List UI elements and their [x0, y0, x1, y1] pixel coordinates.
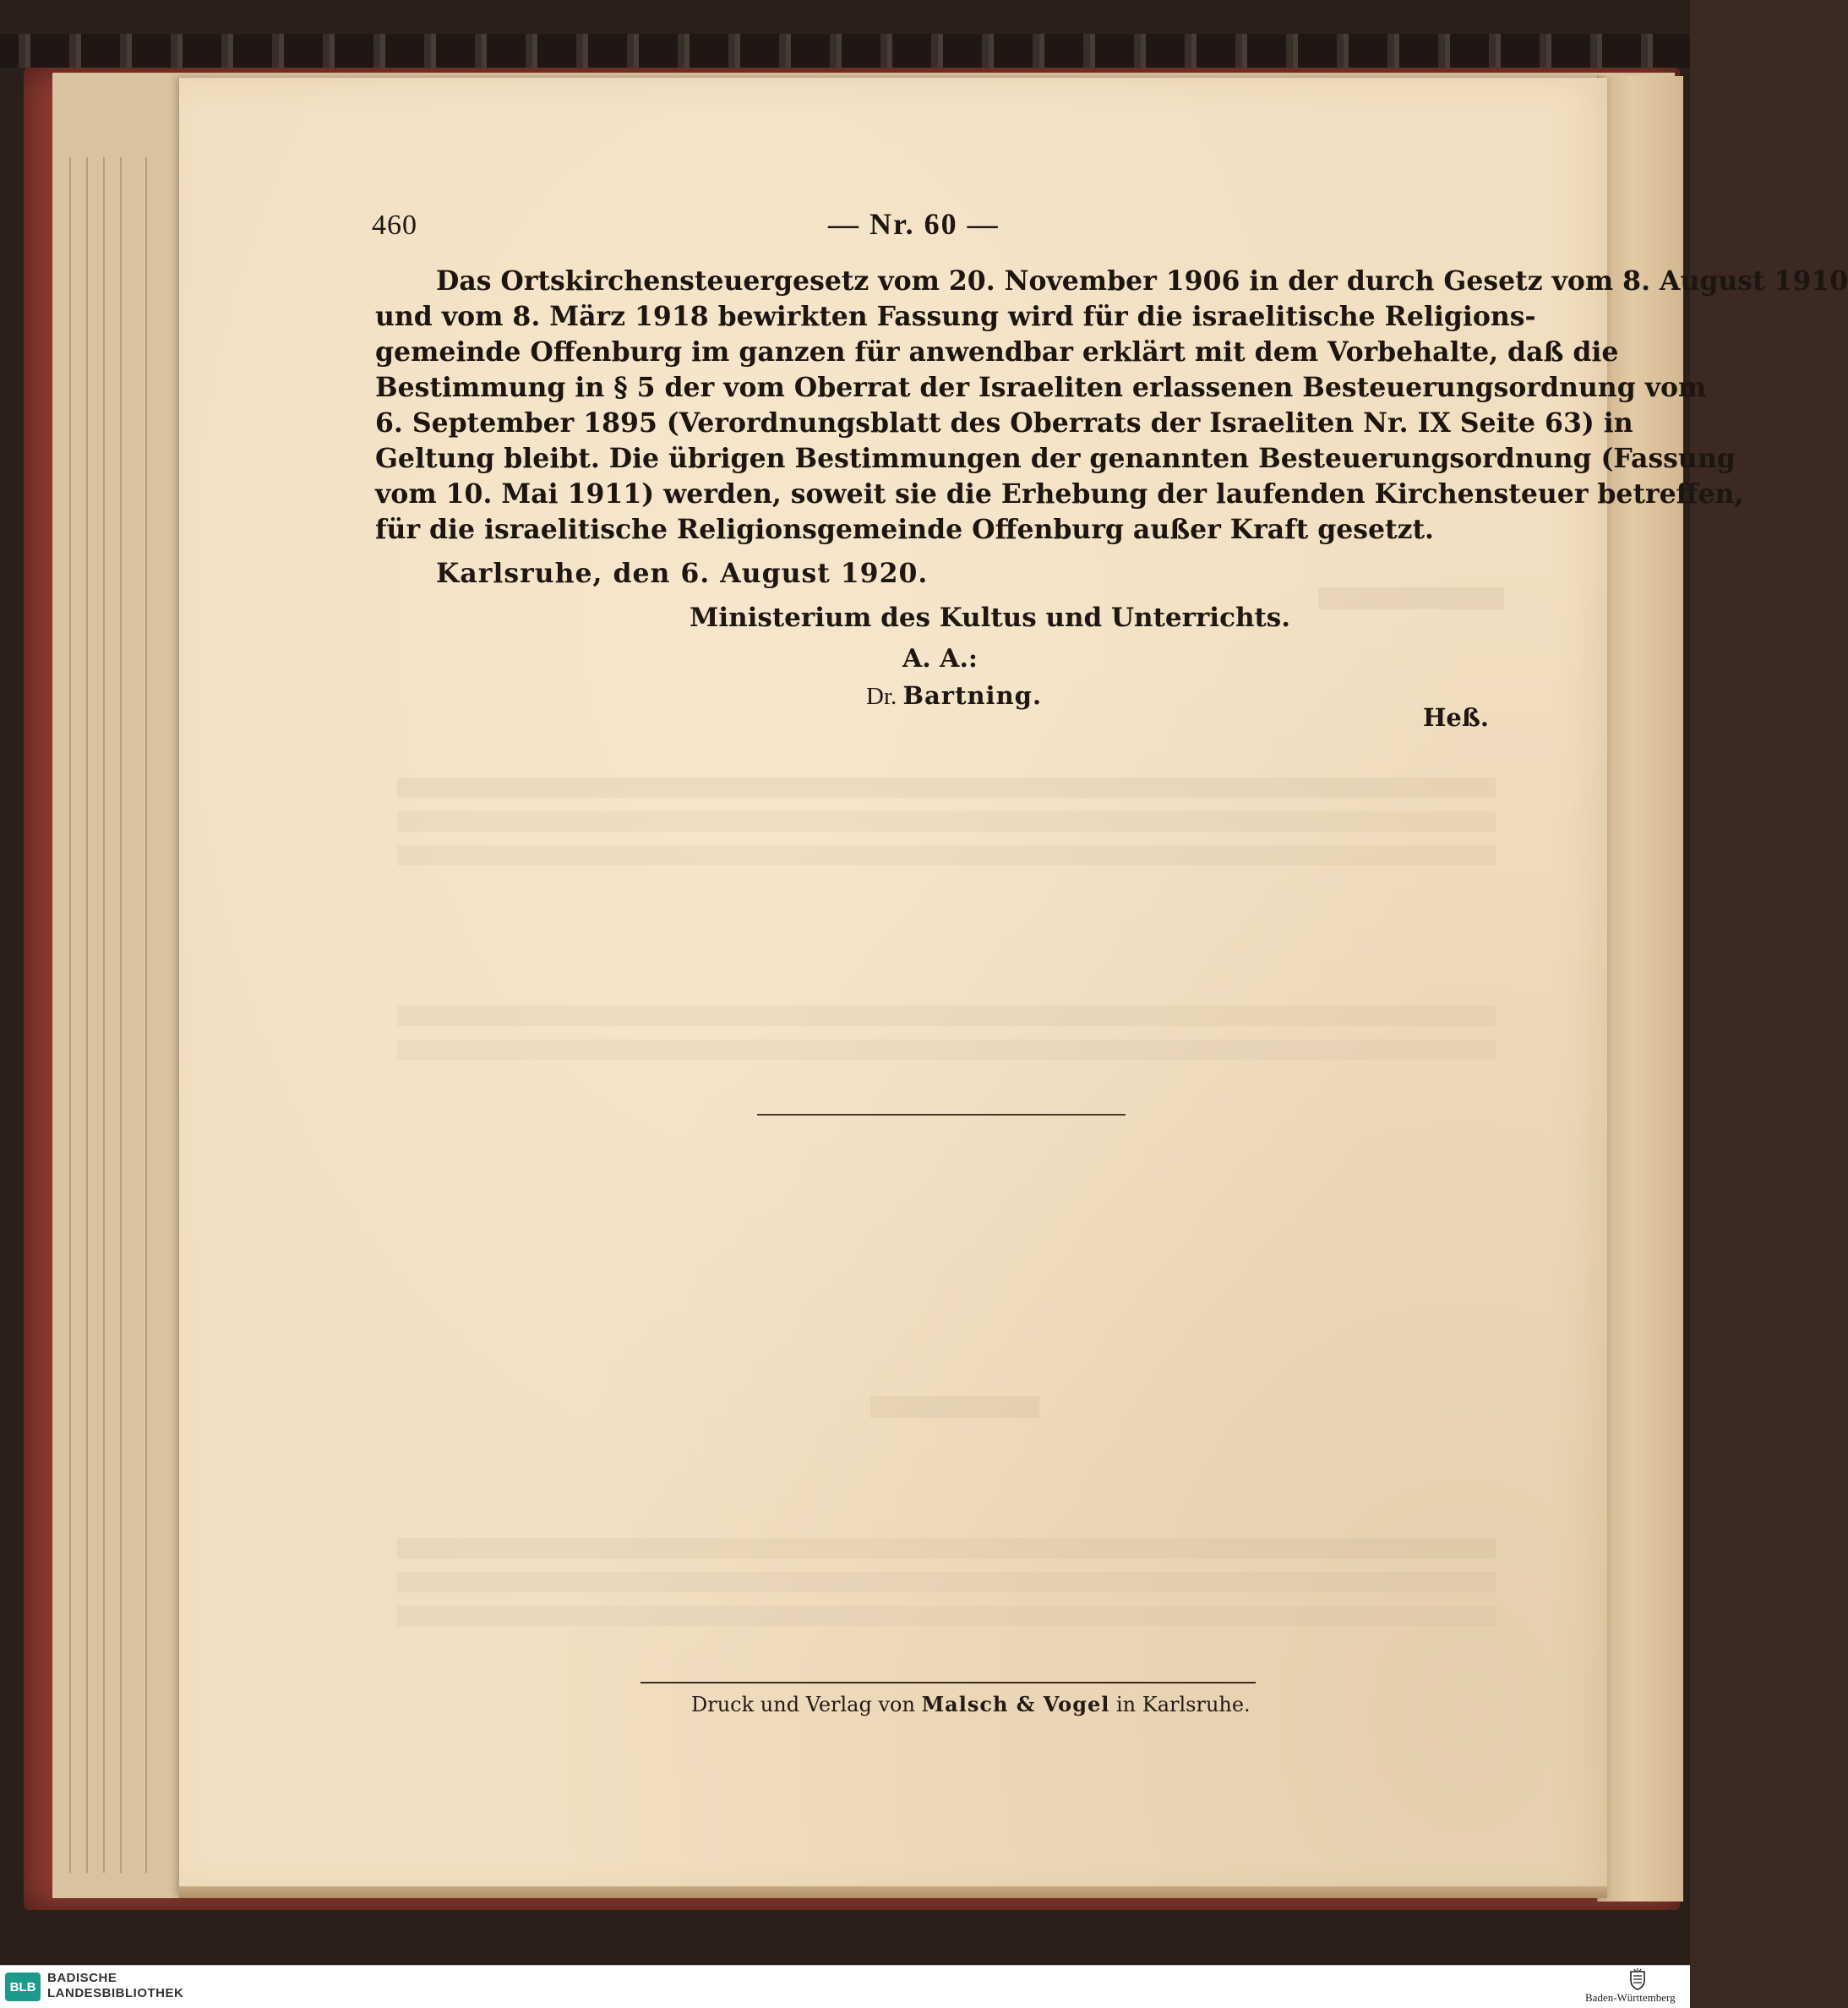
- issue-number: — Nr. 60 —: [828, 207, 1000, 241]
- decree-paragraph: [375, 264, 1848, 548]
- on-behalf-marker: A. A.:: [902, 644, 978, 674]
- bleed-through: [870, 1396, 1039, 1418]
- second-signatory: Heß.: [1423, 703, 1489, 732]
- ministry-name: Ministerium des Kultus und Unterrichts.: [690, 603, 1291, 633]
- library-name[interactable]: [47, 1971, 183, 2001]
- paragraph-line: vom 10. Mai 1911) werden, soweit sie die Erhebung der laufenden Kirchensteuer betreffen,: [375, 478, 1744, 510]
- bleed-through: [397, 1039, 1496, 1060]
- place-date: Karlsruhe, den 6. August 1920.: [436, 558, 929, 589]
- bleed-through: [397, 1572, 1496, 1592]
- page-number: 460: [372, 210, 417, 241]
- signatory-title: Dr.: [866, 683, 897, 710]
- bleed-through: [397, 1538, 1496, 1558]
- bleed-through: [397, 811, 1496, 832]
- library-footer: [0, 1965, 1690, 2008]
- library-name-line: LANDESBIBLIOTHEK: [47, 1986, 184, 2000]
- paragraph-line: und vom 8. März 1918 bewirkten Fassung wird für die israelitische Religions-: [375, 301, 1536, 332]
- bleed-through: [1318, 587, 1504, 609]
- paragraph-line: für die israelitische Religionsgemeinde Offenburg außer Kraft gesetzt.: [375, 514, 1435, 545]
- signatory-name: Bartning.: [902, 681, 1043, 710]
- imprint-rule: [641, 1682, 1256, 1683]
- section-divider: [757, 1114, 1126, 1116]
- blb-logo[interactable]: BLB: [5, 1973, 41, 2001]
- bleed-through: [397, 845, 1496, 865]
- paragraph-line: 6. September 1895 (Verordnungsblatt des Oberrats der Israeliten Nr. IX Seite 63) in: [375, 407, 1633, 439]
- library-name-line: BADISCHE: [47, 1971, 117, 1985]
- bleed-through: [397, 778, 1496, 798]
- paragraph-line: Geltung bleibt. Die übrigen Bestimmungen der genannten Besteuerungsordnung (Fassung: [375, 443, 1736, 474]
- imprint-firm: Malsch & Vogel: [921, 1692, 1110, 1716]
- printer-imprint: [691, 1692, 1251, 1716]
- imprint-suffix: in Karlsruhe.: [1116, 1693, 1251, 1716]
- imprint-prefix: Druck und Verlag von: [691, 1693, 915, 1716]
- bleed-through: [397, 1006, 1496, 1026]
- paragraph-line: Bestimmung in § 5 der vom Oberrat der Israeliten erlassenen Besteuerungsordnung vom: [375, 372, 1707, 403]
- state-label: Baden-Württemberg: [1585, 1991, 1676, 2004]
- bleed-through: [397, 1606, 1496, 1626]
- paragraph-line: Das Ortskirchensteuergesetz vom 20. November 1906 in der durch Gesetz vom 8. August 1910: [436, 265, 1848, 297]
- signatory: [866, 681, 1042, 711]
- paragraph-line: gemeinde Offenburg im ganzen für anwendbar erklärt mit dem Vorbehalte, daß die: [375, 336, 1619, 368]
- state-coat-of-arms-icon: [1626, 1968, 1649, 1990]
